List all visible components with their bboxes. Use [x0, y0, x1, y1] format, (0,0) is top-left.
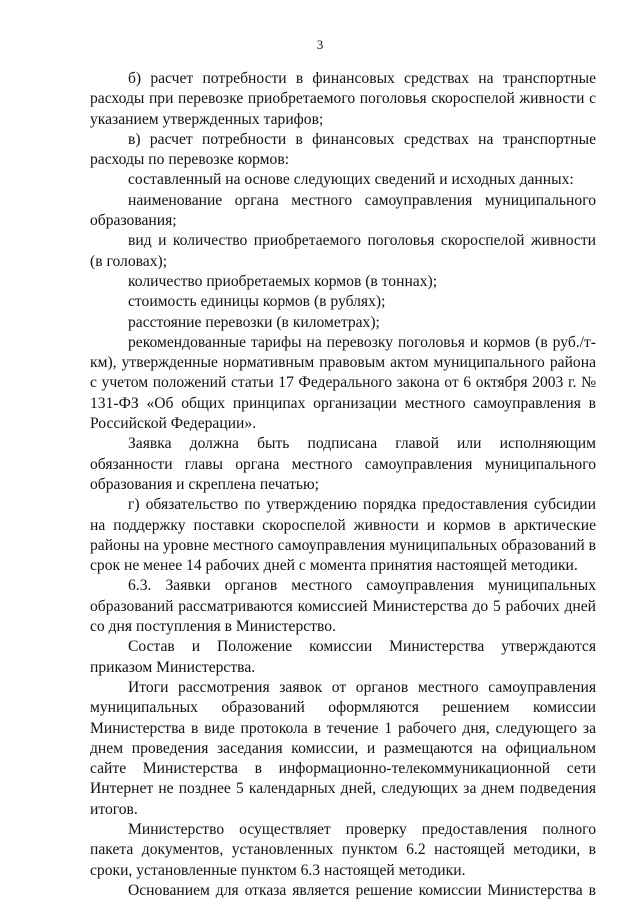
- paragraph-signature-requirement: Заявка должна быть подписана главой или исполняющим обязанности главы органа местного самоуправления муниципального образования и скреплена печатью;: [90, 435, 596, 493]
- document-body: [90, 69, 596, 901]
- paragraph-distance: расстояние перевозки (в километрах);: [128, 313, 380, 331]
- paragraph-commission-composition: Состав и Положение комиссии Министерства утверждаются приказом Министерства.: [90, 638, 596, 676]
- paragraph-feed-quantity: количество приобретаемых кормов (в тоннах);: [128, 272, 438, 290]
- paragraph-compiled-basis: составленный на основе следующих сведений и исходных данных:: [128, 171, 574, 189]
- paragraph-refusal-basis: Основанием для отказа является решение комиссии Министерства в: [128, 881, 596, 899]
- paragraph-v-transport-feed: в) расчет потребности в финансовых средствах на транспортные расходы по перевозке кормов:: [90, 130, 596, 169]
- paragraph-6-3-review: 6.3. Заявки органов местного самоуправления муниципальных образований рассматриваются комиссией Министерства до 5 рабочих дней со дня поступления в Министерство.: [90, 577, 596, 636]
- paragraph-review-results: Итоги рассмотрения заявок от органов местного самоуправления муниципальных образований оформляются решением комиссии Министерства в виде протокола в течение 1 рабочего дня, следующего за днем проведения заседания комиссии, и размещаются на официальном сайте Министерства в информационно-телекоммуникационной сети Интернет не позднее 5 календарных дней, следующих за днем подведения итогов.: [90, 678, 596, 818]
- paragraph-feed-unit-cost: стоимость единицы кормов (в рублях);: [128, 293, 386, 311]
- paragraph-body-name: наименование органа местного самоуправления муниципального образования;: [90, 191, 596, 230]
- paragraph-tariffs: рекомендованные тарифы на перевозку поголовья и кормов (в руб./т-км), утвержденные нормативным правовым актом муниципального района с учетом положений статьи 17 Федерального закона от 6 октября 2003 г. № 131-ФЗ «Об общих принципах организации местного самоуправления в Российской Федерации».: [90, 333, 596, 433]
- paragraph-b-transport-livestock: б) расчет потребности в финансовых средствах на транспортные расходы при перевозке приобретаемого поголовья скороспелой живности с указанием утвержденных тарифов;: [90, 70, 596, 128]
- paragraph-g-obligation: г) обязательство по утверждению порядка предоставления субсидии на поддержку поставки скороспелой живности и кормов в арктические районы на уровне местного самоуправления муниципальных образований в срок не менее 14 рабочих дней с момента принятия настоящей методики.: [90, 496, 596, 575]
- page-number: 3: [316, 37, 324, 52]
- paragraph-ministry-check: Министерство осуществляет проверку предоставления полного пакета документов, установленных пунктом 6.2 настоящей методики, в сроки, установленные пунктом 6.3 настоящей методики.: [90, 820, 596, 879]
- paragraph-livestock-type: вид и количество приобретаемого поголовья скороспелой живности (в головах);: [90, 232, 596, 270]
